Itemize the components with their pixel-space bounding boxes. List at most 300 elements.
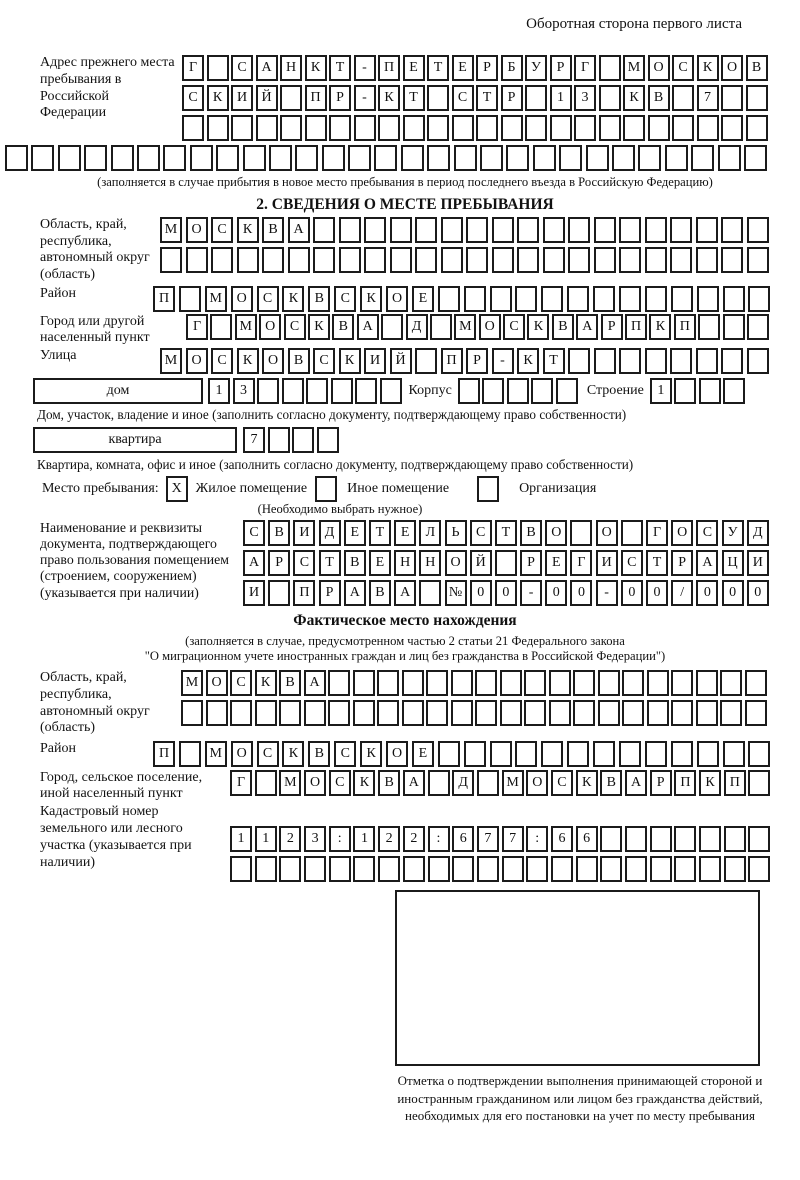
form-cell	[506, 145, 529, 171]
form-cell	[533, 145, 556, 171]
stay-type-row	[40, 476, 770, 502]
form-cell	[292, 427, 314, 453]
form-cell	[328, 670, 350, 696]
form-cell	[256, 115, 278, 141]
form-cell: М	[623, 55, 645, 81]
form-cell: -	[354, 85, 376, 111]
form-cell	[674, 378, 696, 404]
form-cell	[671, 700, 693, 726]
form-cell	[747, 247, 769, 273]
form-cell	[476, 115, 498, 141]
form-cell	[348, 145, 371, 171]
form-cell: 0	[696, 580, 718, 606]
form-cell	[500, 670, 522, 696]
form-cell	[745, 700, 767, 726]
form-cell	[415, 247, 437, 273]
cell-row	[230, 826, 770, 852]
form-cell	[567, 741, 589, 767]
form-cell	[452, 856, 474, 882]
form-cell: В	[552, 314, 574, 340]
form-cell	[380, 378, 402, 404]
form-cell	[559, 145, 582, 171]
form-cell: В	[520, 520, 542, 546]
form-cell: Г	[574, 55, 596, 81]
form-cell	[378, 856, 400, 882]
form-cell	[647, 700, 669, 726]
form-cell	[329, 115, 351, 141]
actual-region-cells	[181, 670, 767, 726]
form-cell: :	[329, 826, 351, 852]
form-cell: О	[671, 520, 693, 546]
form-cell	[377, 700, 399, 726]
cadastral-label: Кадастровый номер земельного или лесного участка (указывается при наличии)	[40, 804, 192, 870]
checkbox-inoe	[315, 476, 337, 502]
form-cell: Е	[545, 550, 567, 576]
form-cell	[525, 115, 547, 141]
cell-row	[458, 378, 578, 404]
form-cell	[698, 314, 720, 340]
form-cell: Д	[747, 520, 769, 546]
form-cell	[721, 247, 743, 273]
form-cell: С	[334, 741, 356, 767]
form-cell	[600, 826, 622, 852]
form-cell	[598, 670, 620, 696]
cell-row	[181, 670, 767, 696]
form-cell	[354, 115, 376, 141]
form-cell	[671, 741, 693, 767]
form-cell	[594, 247, 616, 273]
form-cell	[549, 700, 571, 726]
form-cell	[355, 378, 377, 404]
form-cell	[746, 85, 768, 111]
prev-address-overflow-row	[5, 145, 770, 171]
form-cell	[531, 378, 553, 404]
form-cell: 0	[545, 580, 567, 606]
form-cell: Р	[550, 55, 572, 81]
form-cell: 1	[550, 85, 572, 111]
section2-title: 2. СВЕДЕНИЯ О МЕСТЕ ПРЕБЫВАНИЯ	[256, 195, 554, 213]
actual-district-label: Район	[40, 741, 76, 757]
form-cell: С	[211, 217, 233, 243]
form-cell: /	[671, 580, 693, 606]
form-cell: Р	[650, 770, 672, 796]
form-cell: С	[313, 348, 335, 374]
korpus-label: Корпус	[408, 383, 452, 399]
form-cell: Е	[412, 741, 434, 767]
form-cell: К	[237, 348, 259, 374]
form-cell	[650, 856, 672, 882]
form-cell: С	[257, 286, 279, 312]
form-cell	[230, 700, 252, 726]
form-cell: Ц	[722, 550, 744, 576]
form-cell	[625, 826, 647, 852]
form-cell: М	[235, 314, 257, 340]
form-cell	[671, 286, 693, 312]
form-cell: С	[257, 741, 279, 767]
form-cell: 0	[646, 580, 668, 606]
form-cell: О	[545, 520, 567, 546]
form-cell: А	[256, 55, 278, 81]
cell-row	[160, 217, 769, 243]
form-cell: Р	[601, 314, 623, 340]
form-cell: О	[596, 520, 618, 546]
form-cell	[670, 217, 692, 243]
form-cell: Т	[329, 55, 351, 81]
form-cell: П	[153, 741, 175, 767]
form-cell	[243, 145, 266, 171]
form-cell	[645, 348, 667, 374]
form-cell	[574, 115, 596, 141]
form-cell	[723, 286, 745, 312]
form-cell	[543, 247, 565, 273]
cell-row	[160, 247, 769, 273]
form-cell	[415, 217, 437, 243]
form-cell: К	[237, 217, 259, 243]
form-cell	[329, 856, 351, 882]
form-cell	[645, 741, 667, 767]
form-cell: П	[305, 85, 327, 111]
form-cell	[452, 115, 474, 141]
form-cell	[619, 348, 641, 374]
form-cell	[364, 217, 386, 243]
form-cell	[430, 314, 452, 340]
form-cell	[748, 741, 770, 767]
form-cell	[526, 856, 548, 882]
form-cell	[279, 856, 301, 882]
form-cell	[619, 286, 641, 312]
form-cell: С	[334, 286, 356, 312]
form-cell	[568, 348, 590, 374]
form-cell: С	[284, 314, 306, 340]
actual-location-note-2: "О миграционном учете иностранных граждан и лиц без гражданства в Российской Федерации")	[144, 649, 666, 664]
form-cell	[207, 115, 229, 141]
form-cell: Т	[319, 550, 341, 576]
form-cell	[724, 856, 746, 882]
form-cell	[137, 145, 160, 171]
form-cell: 0	[747, 580, 769, 606]
form-cell	[415, 348, 437, 374]
form-cell	[305, 115, 327, 141]
form-cell: 1	[353, 826, 375, 852]
form-cell	[699, 826, 721, 852]
form-cell	[568, 217, 590, 243]
form-cell: С	[672, 55, 694, 81]
form-cell: К	[360, 286, 382, 312]
form-cell	[353, 670, 375, 696]
form-cell: К	[282, 286, 304, 312]
document-block	[40, 520, 770, 606]
form-cell	[671, 670, 693, 696]
form-cell: 6	[452, 826, 474, 852]
form-cell: Р	[319, 580, 341, 606]
form-cell: 3	[233, 378, 255, 404]
form-cell	[674, 856, 696, 882]
form-cell: -	[354, 55, 376, 81]
form-cell: С	[503, 314, 525, 340]
form-cell	[495, 550, 517, 576]
form-cell: М	[205, 286, 227, 312]
form-cell: Е	[369, 550, 391, 576]
form-cell	[427, 115, 449, 141]
form-cell: С	[551, 770, 573, 796]
form-cell: 1	[230, 826, 252, 852]
form-cell: Т	[476, 85, 498, 111]
form-cell: 7	[477, 826, 499, 852]
form-cell: 1	[255, 826, 277, 852]
form-cell	[257, 378, 279, 404]
form-cell: О	[262, 348, 284, 374]
form-cell: О	[648, 55, 670, 81]
actual-region-label: Область, край, республика, автономный округ (область)	[40, 670, 150, 736]
form-cell	[515, 286, 537, 312]
form-cell: Р	[476, 55, 498, 81]
house-box: дом	[33, 378, 203, 404]
form-cell	[477, 856, 499, 882]
form-cell: Н	[280, 55, 302, 81]
form-cell	[454, 145, 477, 171]
form-cell: А	[344, 580, 366, 606]
form-cell	[328, 700, 350, 726]
form-cell: С	[329, 770, 351, 796]
cell-row	[230, 856, 770, 882]
form-cell: Г	[570, 550, 592, 576]
form-cell: О	[231, 741, 253, 767]
checkbox-zhiloe: X	[166, 476, 188, 502]
form-cell: С	[211, 348, 233, 374]
form-cell	[549, 670, 571, 696]
form-cell: Т	[543, 348, 565, 374]
form-cell: М	[502, 770, 524, 796]
form-cell: С	[452, 85, 474, 111]
prev-address-note: (заполняется в случае прибытия в новое место пребывания в период последнего въезда в Российскую Федерацию)	[97, 175, 713, 189]
form-cell	[313, 217, 335, 243]
form-cell: П	[378, 55, 400, 81]
form-cell	[541, 286, 563, 312]
district-label: Район	[40, 285, 76, 301]
actual-location-note-1: (заполняется в случае, предусмотренном частью 2 статьи 21 Федерального закона	[185, 633, 625, 648]
form-cell	[501, 115, 523, 141]
form-cell	[181, 700, 203, 726]
form-cell	[647, 670, 669, 696]
region-block	[40, 217, 770, 284]
form-cell: П	[441, 348, 463, 374]
form-cell	[622, 700, 644, 726]
form-cell	[723, 314, 745, 340]
form-cell: Г	[646, 520, 668, 546]
form-cell: К	[339, 348, 361, 374]
city-label: Город или другой населенный пункт	[40, 313, 150, 346]
form-cell: С	[293, 550, 315, 576]
form-cell: Р	[268, 550, 290, 576]
form-cell: Е	[412, 286, 434, 312]
form-cell: У	[722, 520, 744, 546]
form-cell	[699, 378, 721, 404]
form-cell	[84, 145, 107, 171]
cell-row	[160, 348, 769, 374]
form-cell: Н	[394, 550, 416, 576]
form-cell: У	[525, 55, 547, 81]
checkbox-organizaciya	[477, 476, 499, 502]
form-cell: Т	[403, 85, 425, 111]
form-cell	[648, 115, 670, 141]
form-cell	[525, 85, 547, 111]
form-cell: П	[674, 314, 696, 340]
form-cell	[426, 700, 448, 726]
actual-location-title: Фактическое место нахождения	[293, 611, 517, 629]
form-cell	[378, 115, 400, 141]
form-cell	[390, 247, 412, 273]
form-cell	[696, 670, 718, 696]
form-cell	[621, 520, 643, 546]
form-cell	[672, 115, 694, 141]
form-cell	[304, 700, 326, 726]
form-cell: Г	[186, 314, 208, 340]
form-cell	[573, 670, 595, 696]
form-cell: Д	[319, 520, 341, 546]
form-cell: П	[153, 286, 175, 312]
actual-region-block	[40, 670, 770, 737]
form-cell: В	[746, 55, 768, 81]
form-cell: А	[625, 770, 647, 796]
form-cell: П	[293, 580, 315, 606]
form-cell	[364, 247, 386, 273]
cell-row	[153, 286, 770, 312]
city-block	[40, 314, 770, 346]
form-cell	[502, 856, 524, 882]
form-cell	[718, 145, 741, 171]
form-cell	[524, 670, 546, 696]
form-cell: Й	[256, 85, 278, 111]
form-cell: 3	[574, 85, 596, 111]
form-cell: Е	[403, 55, 425, 81]
form-cell	[317, 427, 339, 453]
form-cell: К	[360, 741, 382, 767]
form-cell: К	[378, 85, 400, 111]
form-cell: Ь	[445, 520, 467, 546]
form-cell	[401, 145, 424, 171]
cell-row	[243, 580, 769, 606]
form-cell	[466, 247, 488, 273]
form-cell	[268, 580, 290, 606]
confirmation-stamp-box	[395, 890, 760, 1066]
form-cell	[402, 670, 424, 696]
form-cell: Г	[182, 55, 204, 81]
form-cell	[594, 348, 616, 374]
form-cell	[747, 217, 769, 243]
form-cell: 0	[495, 580, 517, 606]
form-cell: В	[332, 314, 354, 340]
form-cell: В	[648, 85, 670, 111]
form-cell: Г	[230, 770, 252, 796]
form-cell	[492, 217, 514, 243]
form-cell	[210, 314, 232, 340]
form-cell	[427, 145, 450, 171]
form-cell	[517, 247, 539, 273]
form-cell: 2	[403, 826, 425, 852]
form-cell	[339, 217, 361, 243]
form-cell: Л	[419, 520, 441, 546]
form-cell	[475, 670, 497, 696]
form-cell	[466, 217, 488, 243]
form-cell	[353, 700, 375, 726]
form-cell	[599, 55, 621, 81]
form-cell: А	[576, 314, 598, 340]
form-cell: П	[625, 314, 647, 340]
form-cell: О	[206, 670, 228, 696]
form-cell: П	[724, 770, 746, 796]
apartment-row	[40, 427, 770, 453]
form-cell: -	[492, 348, 514, 374]
form-cell: В	[378, 770, 400, 796]
stroenie-label: Строение	[586, 383, 644, 399]
form-cell	[31, 145, 54, 171]
form-cell	[745, 670, 767, 696]
form-cell	[550, 115, 572, 141]
form-cell	[672, 85, 694, 111]
form-cell: К	[282, 741, 304, 767]
form-cell	[747, 314, 769, 340]
apartment-note: Квартира, комната, офис и иное (заполнить согласно документу, подтверждающему право собственности)	[37, 456, 634, 472]
form-cell	[381, 314, 403, 340]
form-cell	[619, 247, 641, 273]
form-cell	[600, 856, 622, 882]
form-cell	[619, 741, 641, 767]
form-cell	[58, 145, 81, 171]
actual-district-block	[40, 741, 770, 767]
form-cell	[748, 286, 770, 312]
form-cell	[426, 670, 448, 696]
form-cell	[280, 85, 302, 111]
form-cell	[500, 700, 522, 726]
form-cell	[451, 670, 473, 696]
form-cell	[612, 145, 635, 171]
form-cell	[216, 145, 239, 171]
form-cell	[206, 700, 228, 726]
form-cell: К	[517, 348, 539, 374]
form-cell	[255, 700, 277, 726]
form-cell: :	[428, 826, 450, 852]
form-cell: С	[230, 670, 252, 696]
form-cell: Н	[419, 550, 441, 576]
form-cell: А	[304, 670, 326, 696]
form-cell	[622, 670, 644, 696]
form-cell	[507, 378, 529, 404]
form-cell	[723, 741, 745, 767]
form-cell: О	[231, 286, 253, 312]
region-cells	[160, 217, 769, 273]
form-cell	[477, 770, 499, 796]
form-cell	[573, 700, 595, 726]
form-cell	[438, 286, 460, 312]
form-cell: К	[308, 314, 330, 340]
form-cell: К	[576, 770, 598, 796]
form-cell	[568, 247, 590, 273]
form-cell: 7	[243, 427, 265, 453]
form-cell: К	[207, 85, 229, 111]
form-cell: И	[231, 85, 253, 111]
form-cell	[593, 741, 615, 767]
form-cell	[517, 217, 539, 243]
cell-row	[182, 85, 768, 111]
apartment-box: квартира	[33, 427, 237, 453]
cell-row	[230, 770, 770, 796]
form-cell	[492, 247, 514, 273]
form-cell	[5, 145, 28, 171]
form-cell: И	[364, 348, 386, 374]
form-cell: Р	[501, 85, 523, 111]
form-cell: 0	[470, 580, 492, 606]
form-cell	[402, 700, 424, 726]
